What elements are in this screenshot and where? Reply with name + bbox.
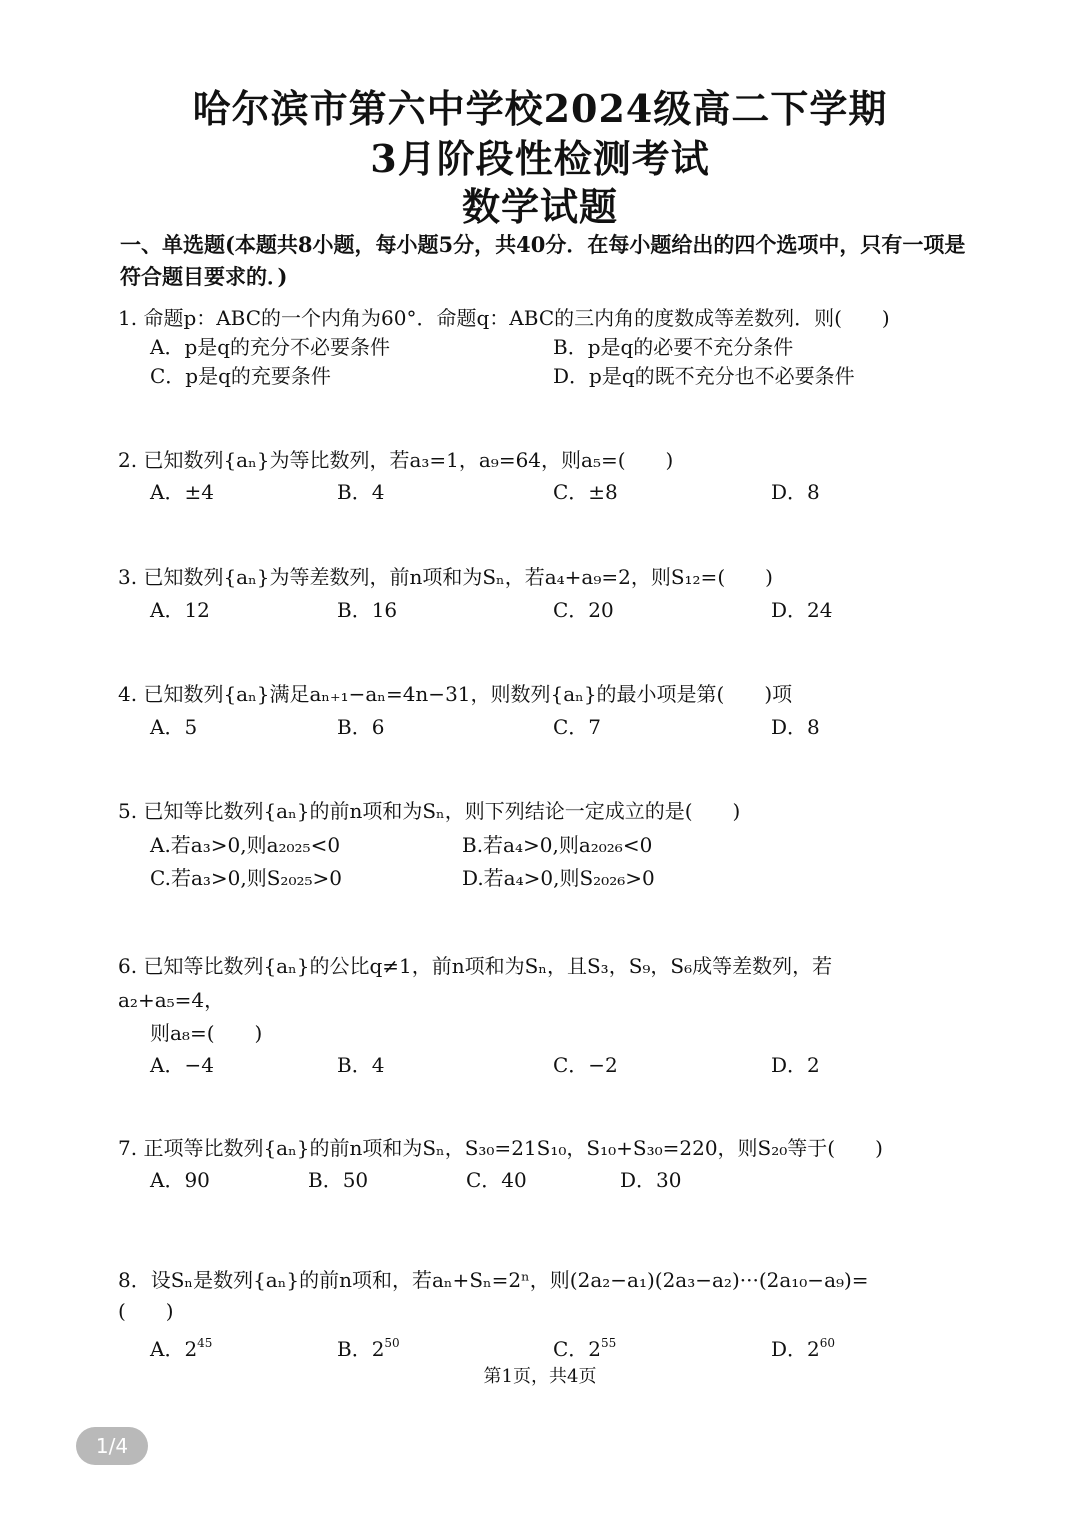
question-6-option-d: D．2 <box>771 1053 820 1077</box>
question-8-option-b: B．$2^{50}$ <box>337 1336 400 1361</box>
title-exam: 3月阶段性检测考试 <box>370 136 710 181</box>
question-4-stem: 4. 已知数列{aₙ}满足aₙ₊₁−aₙ=4n−31，则数列{aₙ}的最小项是第( )项 <box>118 682 793 706</box>
question-6-stem: 6. 已知等比数列{aₙ}的公比q≠1，前n项和为Sₙ，且S₃，S₉，S₆成等差数列，若 <box>118 954 833 978</box>
question-2-stem: 2. 已知数列{aₙ}为等比数列，若a₃=1，a₉=64，则a₅=( ) <box>118 448 674 472</box>
question-8-option-d-exponent: 60 <box>819 1336 836 1350</box>
question-8-option-c: C．$2^{55}$ <box>553 1336 617 1361</box>
question-3-option-a: A．12 <box>150 598 210 622</box>
question-2-option-a: A．±4 <box>150 480 214 504</box>
question-8-option-a: A．$2^{45}$ <box>150 1336 213 1361</box>
question-2-option-d: D．8 <box>771 480 820 504</box>
question-5-option-b: B.若a₄>0,则a₂₀₂₆<0 <box>462 833 653 857</box>
question-7-stem: 7. 正项等比数列{aₙ}的前n项和为Sₙ，S₃₀=21S₁₀，S₁₀+S₃₀=220，则S₂₀等于( ) <box>118 1136 883 1160</box>
question-8-option-a-exponent: 45 <box>197 1336 213 1350</box>
question-6-option-b: B．4 <box>337 1053 385 1077</box>
question-3-stem: 3. 已知数列{aₙ}为等差数列，前n项和为Sₙ，若a₄+a₉=2，则S₁₂=( ) <box>118 565 773 589</box>
question-2-option-c: C．±8 <box>553 480 618 504</box>
question-8-option-c-exponent: 55 <box>601 1336 617 1350</box>
page-footer: 第1页，共4页 <box>483 1366 597 1387</box>
section-heading: 一、单选题(本题共8小题，每小题5分，共40分．在每小题给出的四个选项中，只有一项是符合题目要求的．) <box>120 232 966 289</box>
question-7-option-c: C．40 <box>466 1168 527 1192</box>
question-1-option-c: C．p是q的充要条件 <box>150 364 331 388</box>
question-1-option-d: D．p是q的既不充分也不必要条件 <box>553 364 855 388</box>
question-5-option-a: A.若a₃>0,则a₂₀₂₅<0 <box>150 833 341 857</box>
question-8-stem-line2: ( ) <box>118 1299 174 1323</box>
question-4-option-c: C．7 <box>553 715 602 739</box>
page-indicator[interactable]: 1/4 <box>76 1427 148 1465</box>
question-4-option-d: D．8 <box>771 715 820 739</box>
question-1-stem: 1. 命题p：ABC的一个内角为60°．命题q：ABC的三内角的度数成等差数列．则( ) <box>118 306 890 330</box>
question-4-option-b: B．6 <box>337 715 385 739</box>
question-6-stem-line3: 则a₈=( ) <box>150 1021 263 1045</box>
question-4-option-a: A．5 <box>150 715 198 739</box>
title-school: 哈尔滨市第六中学校2024级高二下学期 <box>192 86 888 131</box>
question-3-option-d: D．24 <box>771 598 833 622</box>
question-6-option-c: C．−2 <box>553 1053 618 1077</box>
question-8-option-d: D．$2^{60}$ <box>771 1336 836 1361</box>
question-3-option-b: B．16 <box>337 598 398 622</box>
question-1-option-b: B．p是q的必要不充分条件 <box>553 335 794 359</box>
question-6-option-a: A．−4 <box>150 1053 214 1077</box>
question-5-option-d: D.若a₄>0,则S₂₀₂₆>0 <box>462 866 655 890</box>
question-8-stem: 8．设Sₙ是数列{aₙ}的前n项和，若aₙ+Sₙ=2ⁿ，则(2a₂−a₁)(2a₃−a₂)···(2a₁₀−a₉)= <box>118 1268 869 1292</box>
question-5-stem: 5. 已知等比数列{aₙ}的前n项和为Sₙ，则下列结论一定成立的是( ) <box>118 799 741 823</box>
title-subject: 数学试题 <box>461 184 618 229</box>
question-7-option-b: B．50 <box>308 1168 369 1192</box>
question-7-option-a: A．90 <box>150 1168 210 1192</box>
question-1-option-a: A．p是q的充分不必要条件 <box>150 335 391 359</box>
question-6-stem-line2: a₂+a₅=4， <box>118 988 225 1012</box>
question-3-option-c: C．20 <box>553 598 614 622</box>
question-8-option-b-exponent: 50 <box>384 1336 400 1350</box>
question-2-option-b: B．4 <box>337 480 385 504</box>
question-5-option-c: C.若a₃>0,则S₂₀₂₅>0 <box>150 866 342 890</box>
question-7-option-d: D．30 <box>620 1168 682 1192</box>
